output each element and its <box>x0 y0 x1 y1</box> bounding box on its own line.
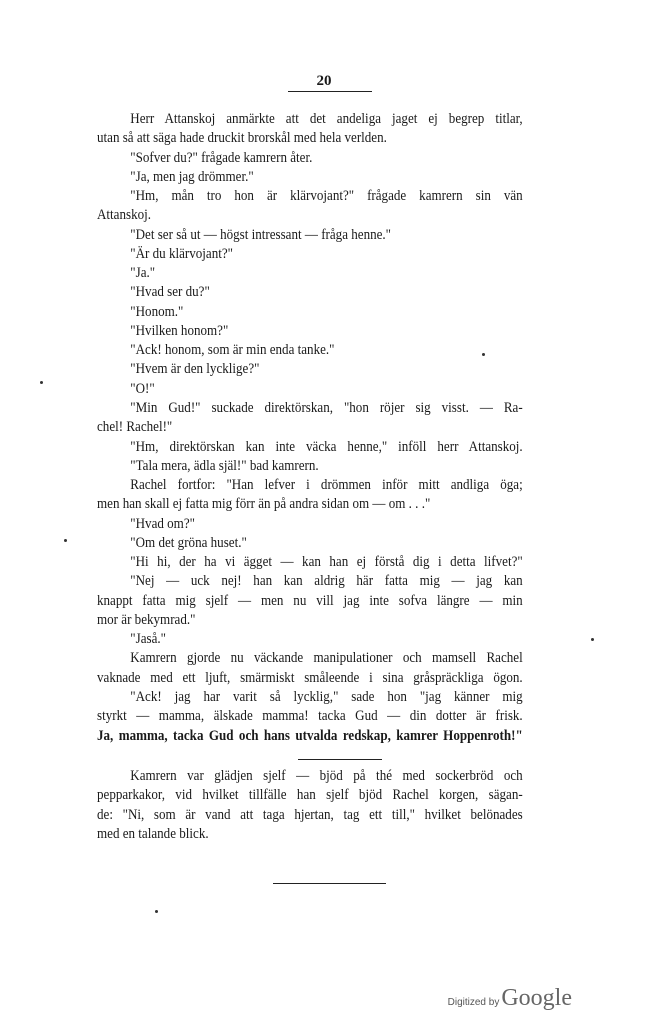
digitized-label: Digitized by <box>447 997 500 1008</box>
text-line: "Jaså." <box>130 631 166 648</box>
text-line: "Ja, men jag drömmer." <box>130 168 254 185</box>
text-line: Attanskoj. <box>97 207 152 224</box>
text-line: "O!" <box>130 380 155 397</box>
text-line: "Hvilken honom?" <box>130 322 229 339</box>
ink-speck <box>591 638 594 641</box>
text-line: Kamrern var glädjen sjelf — bjöd på thé med sockerbröd och <box>130 768 523 784</box>
text-line: "Hvad om?" <box>130 515 195 532</box>
text-line: pepparkakor, vid hvilket tillfälle han sjelf bjöd Rachel korgen, sägan- <box>97 787 523 804</box>
text-line: "Det ser så ut — högst intressant — fråga henne." <box>130 226 392 243</box>
digitized-by-watermark <box>448 985 572 1012</box>
text-block-closing <box>97 767 570 844</box>
text-line: Herr Attanskoj anmärkte att det andeliga jaget ej begrep titlar, <box>130 111 523 127</box>
text-line: "Om det gröna huset." <box>130 534 247 551</box>
text-line: "Hvad ser du?" <box>130 284 210 301</box>
text-line: men han skall ej fatta mig förr än på andra sidan om — om . . ." <box>97 496 431 513</box>
text-line: "Nej — uck nej! han kan aldrig här fatta mig — jag kan <box>130 573 523 590</box>
text-line: Rachel fortfor: "Han lefver i drömmen inför mitt andliga öga; <box>130 477 523 494</box>
text-line: "Sofver du?" frågade kamrern åter. <box>130 149 313 166</box>
ink-speck <box>64 539 67 542</box>
text-line: "Hm, direktörskan kan inte väcka henne," inföll herr Attanskoj. <box>130 438 523 455</box>
text-line: "Ack! jag har varit så lycklig," sade hon "jag känner mig <box>130 688 523 705</box>
section-divider <box>298 759 382 760</box>
text-line: chel! Rachel!" <box>97 419 173 436</box>
ink-speck <box>155 910 158 913</box>
page-number: 20 <box>316 73 332 89</box>
google-logo: Google <box>501 985 572 1011</box>
end-rule <box>273 883 386 884</box>
text-line: "Ack! honom, som är min enda tanke." <box>130 342 335 359</box>
text-line: styrkt — mamma, älskade mamma! tacka Gud — din dotter är frisk. <box>97 708 523 725</box>
text-line: "Hvem är den lycklige?" <box>130 361 260 378</box>
text-line: Kamrern gjorde nu väckande manipulationer och mamsell Rachel <box>130 650 523 667</box>
text-line: "Honom." <box>130 303 184 320</box>
text-line: mor är bekymrad." <box>97 611 196 628</box>
text-line: de: "Ni, som är vand att taga hjertan, tag ett till," hvilket belönades <box>97 806 523 823</box>
text-line: Ja, mamma, tacka Gud och hans utvalda redskap, kamrer Hoppenroth!" <box>97 727 523 744</box>
text-line: "Hi hi, der ha vi ägget — kan han ej förstå dig i detta lifvet?" <box>130 554 523 571</box>
text-line: "Ja." <box>130 265 156 282</box>
text-line: vaknade med ett ljuft, smärmiskt småleende i sina gråspräckliga ögon. <box>97 669 523 686</box>
text-line: med en talande blick. <box>97 825 209 842</box>
ink-speck <box>40 381 43 384</box>
text-block-main <box>97 110 570 746</box>
text-line: "Är du klärvojant?" <box>130 245 234 262</box>
text-line: utan så att säga hade druckit brorskål med hela verlden. <box>97 130 387 147</box>
text-line: "Min Gud!" suckade direktörskan, "hon röjer sig visst. — Ra- <box>130 399 523 416</box>
text-line: "Hm, mån tro hon är klärvojant?" frågade kamrern sin vän <box>130 188 523 205</box>
text-line: knappt fatta mig sjelf — men nu vill jag inte sofva längre — min <box>97 592 523 609</box>
ink-speck <box>482 353 485 356</box>
header-rule <box>288 91 372 92</box>
text-line: "Tala mera, ädla själ!" bad kamrern. <box>130 457 319 474</box>
